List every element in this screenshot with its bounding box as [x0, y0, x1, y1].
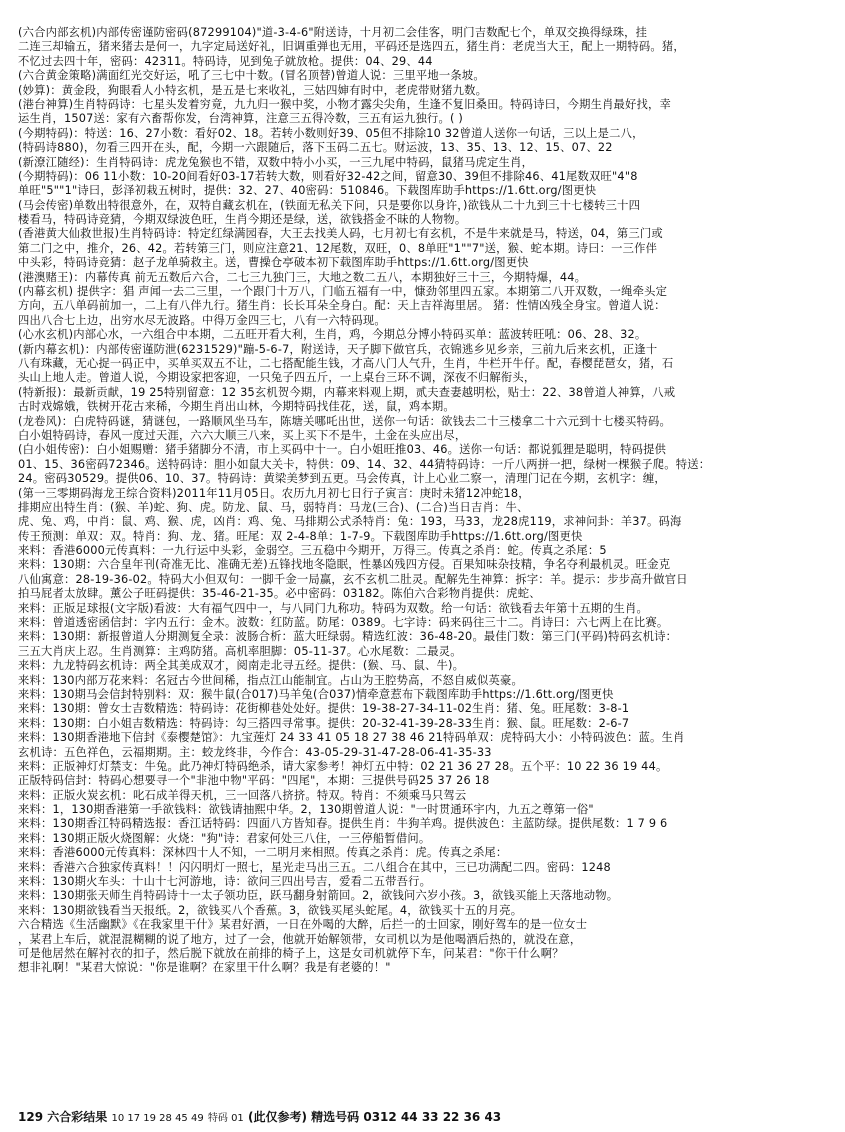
text-line: (新内幕玄机)：内部传密谨防泄(6231529)"蹦-5-6-7，附送诗，天子脚下做官兵，衣锦逃乡见乡亲，三前九后来玄机，正逢十 [18, 342, 658, 356]
special-number: 特码 01 [207, 1113, 244, 1124]
text-line: 来料：香港六合独家传真料！！闪闪明灯一照七，星光走马出三五。二八组合在其中，三已功满配二四。密码：1248 [18, 860, 611, 874]
result-numbers: 10 17 19 28 45 49 [111, 1113, 204, 1124]
reference-note: (此仅参考) [247, 1110, 307, 1124]
text-line: ，某君上车后，就混混糊糊的说了地方，过了一会，他就开始解领带，女司机以为是他喝酒后热的，就没在意， [18, 932, 582, 946]
issue-number: 129 [18, 1110, 44, 1124]
text-line: 八有珠藏，无心捉一码正中，买单买双五不让，二七搭配能生钱，才高八门人气升，生肖，牛栏开牛仔。配，春樱琵琶女，猪，石 [18, 356, 674, 370]
text-line: 来料：曾道透密函信封：字内五行：金木。波数：红防蓝。防尾：0389。七字诗：码来码往三十二。肖诗曰：六七两上在比赛。 [18, 616, 669, 630]
text-line: (第一三零期码海龙王综合资料)2011年11月05日。农历九月初七日行子寅言：庚时未猪12冲蛇18， [18, 486, 530, 500]
results-footer [18, 1109, 827, 1127]
text-line: (白小姐传密)：白小姐赐赠：猪手猪脚分不清，市上买码中十一。白小姐旺推03、46。送你一句话：都说狐狸是聪明，特码提供 [18, 443, 667, 457]
text-line: 方向，五八单码前加一，二上有八伴九行。猪生肖：长长耳朵全身白。配：天上吉祥海里居。 猪：性情凶残全身宝。曾道人说： [18, 299, 666, 313]
text-line: 虎、兔、鸡，中肖：鼠、鸡、猴、虎，凶肖：鸡、兔、马排期公式杀特肖：兔：193，马33，龙28虎119，求神问卦：羊37。码海 [18, 515, 682, 529]
text-line: 来料：130期张天师生肖特码诗十一太子领功臣，跃马翻身射箭回。2，欲钱问六岁小孩。3，欲钱买能上天落地动物。 [18, 889, 619, 903]
text-line: 二连三却输五，猪来猪去是何一，九字定局送好礼，旧调重弹也无用，平码还是选四五，猪生肖：老虎当大王，配上一期特码。猪， [18, 40, 685, 54]
text-line: 来料：130期：白小姐吉数精选：特码诗：勾三搭四寻常事。提供：20-32-41-39-28-33生肖：猴、鼠。旺尾数：2-6-7 [18, 716, 630, 730]
text-line: 单旺"5""1"诗曰，彭泽初栽五树时，提供：32、27、40密码：510846。下载图库助手https://1.6tt.org/图更快 [18, 184, 597, 198]
text-line: 六合精选《生活幽默》《在我家里干什》某君好酒，一日在外喝的大醉，后拦一的士回家，刚好驾车的是一位女士 [18, 918, 588, 932]
text-line: 想非礼啊！"某君大惊说："你是谁啊？在家里干什么啊？我是有老婆的！" [18, 961, 391, 975]
text-line: (妙算)：黄金段，狗眼看人小特玄机，是五是七来收礼，三姑四婶有时中，老虎带财猪九数。 [18, 83, 488, 97]
text-line: (龙卷风)：白虎特码谜，猜谜包，一路顺风坐马车，陈塘关哪吒出世，送你一句话：欲钱去二十三楼拿二十六元到十七楼买特码。 [18, 414, 672, 428]
text-line: 来料：正版足球报(文字版)看波：大有福气四中一，与八同门九称功。特码为双数。给一句话：欲钱看去年第十五期的生肖。 [18, 601, 649, 615]
text-line: 来料：130期：六合皇年刊(奇准无比、准确无差)五锋找地冬隐眠，性暴凶残四方侵。百果知味杂技精，争名夺利最机灵。旺金克 [18, 558, 671, 572]
text-line: 正版特码信封：特码心想要寻一个"非池中物"平码："四尾"，本期：三提供号码25 37 26 18 [18, 774, 490, 788]
text-line: (今期特码)：06 11小数：10-20间看好03-17若转大数，则看好32-42之间，留意30、39但不排除46、41尾数双旺"4"8 [18, 169, 638, 183]
text-line: (六合内部玄机)内部传密谨防密码(87299104)"道-3-4-6"附送诗，十月初二会佳客，明门吉数配七个，单双交换得绿珠，挂 [18, 26, 648, 39]
text-line: 来料：130期香江特码精选报：香江话特码：四面八方皆知春。提供生肖：牛狗羊鸡。提供波色：主蓝防绿。提供尾数：1 7 9 6 [18, 817, 668, 831]
text-line: (今期特码)：特送：16、27小数：看好02、18。若转小数则好39、05但不排除10 32曾道人送你一句话，三以上是二八， [18, 126, 644, 140]
text-line: (特新报)：最新贡献，19 25特别留意：12 35玄机贺今期，内幕来料观上期，贰夫查妻越明松，贴士：22、38曾道人神算，八戒 [18, 385, 676, 399]
text-line: (内幕玄机) 提供字：猖 声闻一去二三里，一个跟门十万八，门临五福有一中，慷劲邻里四五家。本期第二八开双数，一绳牵头定 [18, 285, 668, 299]
text-line: (六合黄金策略)满面红光交好运，吼了三七中十数。(冒名顶替)曾道人说：三里平地一条坡。 [18, 69, 485, 83]
text-line: 来料：130期欲钱看当天报纸。2，欲钱买八个香蕉。3，欲钱买尾头蛇尾。4，欲钱买十五的月亮。 [18, 903, 523, 917]
text-line: 来料：130内部万花来料：名冠古今世间稀，指点江山能制宜。占山为王腔势高，不怒自威似英豪。 [18, 673, 524, 687]
text-line: 来料：130期火车头：十山十七河游地，诗：欲问三四出号吉，爱看二五带吾行。 [18, 875, 432, 889]
document-body [18, 26, 827, 976]
text-line: 白小姐特码诗，春风一度过天涯，六六大顺三八来，买上买下不是牛，土金在头应出尽， [18, 428, 467, 442]
text-line: 来料：130期马会信封特别料：双：猴牛鼠(合017)马羊兔(合037)情牵意惹布下载图库助手https://1.6tt.org/图更快 [18, 687, 614, 701]
text-line: 头山上地人走。曾道人说，今期设家把客迎，一只兔子四五斤，一上桌台三环不调，深夜不归解衔头， [18, 371, 536, 385]
results-label: 六合彩结果 [47, 1110, 108, 1124]
text-line: 来料：130期：新报曾道人分期测复全录：波肠合析：蓝大旺绿弱。精选红波：36-48-20。最佳门数：第三门(平码)特码玄机诗： [18, 630, 678, 644]
text-line: 来料：香港6000元传真料：一九行运中头彩，金弱空。三五稳中今期开，万得三。传真之杀肖：蛇。传真之杀尾：5 [18, 544, 607, 558]
text-line: 第二门之中，推介，26、42。若转第三门，则应注意21、12尾数，双旺，0、8单旺"1""7"送，猴、蛇本期。诗曰：一三作伴 [18, 241, 658, 255]
text-line: 24。密码30529。提供06、10、37。特码诗：黄梁美梦到五更。马会传真，计上心业二察一，清理门记在今期，玄机字：缠， [18, 472, 666, 486]
text-line: 不忆过去四十年，密码：42311。特码诗，见到兔子就放枪。提供：04、29、44 [18, 54, 433, 68]
text-line: 排期应出特生肖：(猴、羊)蛇、狗、虎。防龙、鼠、马，弱特肖：马龙(三合)、(二合)当日吉肖：牛、 [18, 500, 529, 514]
text-line: 来料：九龙特码玄机诗：两全其美成双才，阅南走北寻五经。提供：(猴、马、鼠、牛)。 [18, 659, 465, 673]
text-line: 古时戏嫦娥，铁树开花古来稀，今期生肖出山林，今期特码找佳花，送，鼠，鸡本期。 [18, 400, 455, 414]
text-line: 来料：1，130期香港第一手欲钱料：欲钱请抽熙中华。2，130期曾道人说："一时贯通环宇内，九五之尊第一俗" [18, 803, 594, 817]
text-line: 八仙寓意：28-19-36-02。特码大小但双句：一脚千金一局赢，玄不玄机二肚灵。配解先生神算：拆字：羊。提示：步步高升做官日 [18, 572, 688, 586]
text-line: 楼看马，特码诗竞猜，今期双绿波色旺，生肖今期还是绿，送，欲钱搭金不昧的人物物。 [18, 213, 467, 227]
text-line: (港澳赌王)：内幕传真 前无五数后六合，二七三九独门三，大地之数二五八，本期独好三十三，今期特爆，44。 [18, 270, 587, 284]
text-line: 三五大肖庆上忍。生肖测算：主鸡防猪。高机率胆脚：05-11-37。心水尾数：二最灵。 [18, 644, 462, 658]
text-line: 来料：香港6000元传真料：深林四十人不知，一二明月来相照。传真之杀肖：虎。传真之杀尾： [18, 846, 508, 860]
text-line: 来料：130期香港地下信封《泰樱楚馆》：九宝莲灯 24 33 41 05 18 27 38 46 21特码单双：虎特码大小：小特码波色：蓝。生肖 [18, 731, 685, 745]
picks-label: 精选号码 [311, 1110, 360, 1124]
text-line: 四出八合七上边，出穷水尽无波路。中得万金四三七，八有一六特码现。 [18, 313, 386, 327]
text-line: 玄机诗：五色祥色，云福期期。主：蛟龙终非，今作合：43-05-29-31-47-28-06-41-35-33 [18, 745, 492, 759]
text-line: (心水玄机)内部心水，一六组合中本期，二五旺开看大利，生肖，鸡，今期总分博小特码买单：蓝波转旺吼：06、28、32。 [18, 328, 647, 342]
text-line: (新潦江随经)：生肖特码诗：虎龙兔猴也不错，双数中特小小买，一三九尾中特码，鼠猪马虎定生肖， [18, 155, 534, 169]
text-line: (港台神算)生肖特码诗：七星头发着穷竟，九九归一猴中奖，小物才露尖尖角，生逢不复旧桑田。特码诗曰，今期生肖最好找，幸 [18, 97, 672, 111]
picks-numbers: 0312 44 33 22 36 43 [363, 1110, 502, 1124]
text-line: 传王预测：单双：双。特肖：狗、龙、猪。旺尾：双 2-4-8单：1-7-9。下载图库助手https://1.6tt.org/图更快 [18, 529, 583, 543]
text-line: 01、15、36密码72346。送特码诗：胆小如鼠大关卡，特供：09、14、32、44猜特码诗：一斤八两拼一把，绿树一棵猴子爬。特送： [18, 457, 711, 471]
text-line: 拍马屁者太放肆。薰公子旺码提供：35-46-21-35。必中密码：03182。陈伯六合彩物肖提供：虎蛇、 [18, 587, 541, 601]
text-line: (马会传密)单数出特很意外，在，双特自藏玄机在，(铁面无私关下问，只是要你以身许，)欲钱从二十九到三十七楼转三十四 [18, 198, 641, 212]
text-line: (香港黄大仙救世报)生肖特码诗：特定红绿满园春，大王去找美人码，七月初七有玄机，不是牛来就是马，特送，04，第三门或 [18, 227, 663, 241]
text-line: 来料：正版火炭玄机：叱石成羊得天机，三一回落八挤挤。特双。特肖：不须乘马只驾云 [18, 788, 467, 802]
text-line: 来料：130期正版火烧图解：火烧："狗"诗：君家何处三八住，一三停船暂借问。 [18, 831, 431, 845]
text-line: 运生肖，1507送：家有六畜帮你发，台湾神算，注意三五得冷数，三五有运九独行。( ) [18, 112, 463, 126]
text-line: 中头彩，特码诗竞猜：赵子龙单骑救主。送，曹操仓亭破本初下载图库助手https://1.6tt.org/图更快 [18, 256, 529, 270]
text-line: 可是他居然在解衬衣的扣子，然后脱下就放在前排的椅子上，这是女司机就停下车，问某君："你干什么啊？ [18, 947, 564, 960]
text-line: 来料：正版神灯灯禁支：牛兔。此乃神灯特码绝杀，请大家参考！神灯五中特：02 21 36 27 28。五个平：10 22 36 19 44。 [18, 759, 668, 773]
text-line: 来料：130期：曾女士吉数精选：特码诗：花街柳巷处处好。提供：19-38-27-34-11-02生肖：猪、兔。旺尾数：3-8-1 [18, 702, 630, 716]
text-line: (特码诗880)，勿看三四开在头，配，今期一六跟随后，落下玉码二五七。财运波，13、35、13、12、15、07、22 [18, 141, 613, 155]
